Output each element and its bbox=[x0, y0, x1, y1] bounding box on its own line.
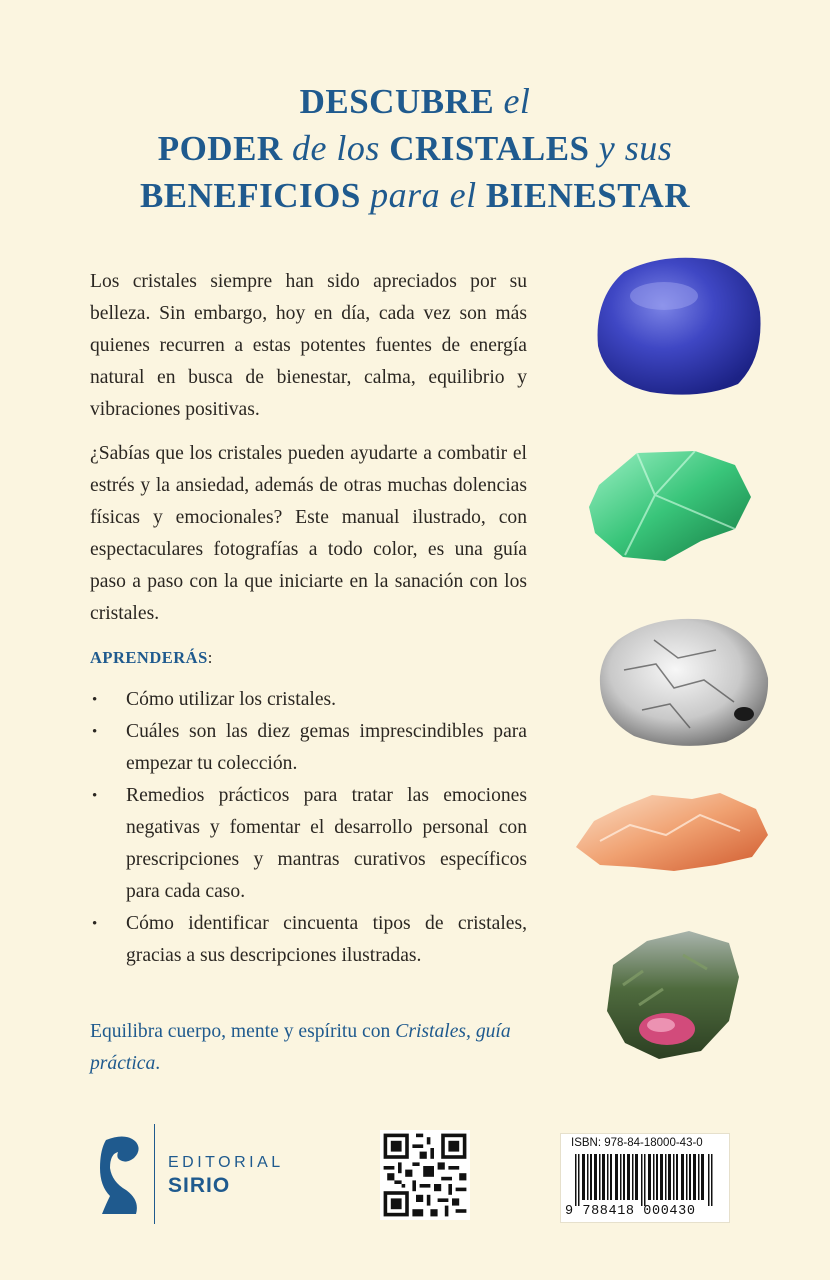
intro-paragraph-2: ¿Sabías que los cristales pueden ayudarte a combatir el estrés y la ansiedad, además de otras muchas dolencias físicas y emocionales? Este manual ilustrado, con espectaculares fotografías a todo color, es una guía paso a paso con la que iniciarte en la sanación con los cristales. bbox=[90, 443, 527, 624]
headline-word: para el bbox=[370, 175, 477, 215]
back-cover-headline bbox=[60, 78, 770, 219]
blurb-column bbox=[90, 266, 527, 1080]
intro-paragraph-1: Los cristales siempre han sido apreciados por su belleza. Sin embargo, hoy en día, cada vez son más quienes recurren a estas potentes fuentes de energía natural en busca de bienestar, calma, equilibrio y vibraciones positivas. bbox=[90, 271, 527, 420]
isbn-barcode bbox=[560, 1133, 730, 1223]
headline-word: de los bbox=[291, 128, 380, 168]
barcode-bars bbox=[575, 1154, 717, 1206]
list-item: • Cómo identificar cincuenta tipos de cristales, gracias a sus descripciones ilustradas. bbox=[90, 908, 527, 972]
publisher-name-line2: SIRIO bbox=[168, 1174, 231, 1197]
tourmaline-stone-image bbox=[603, 925, 743, 1065]
swan-logo-icon bbox=[96, 1134, 144, 1218]
green-stone-image bbox=[585, 445, 755, 565]
list-item: • Cuáles son las diez gemas imprescindibles para empezar tu colección. bbox=[90, 716, 527, 780]
isbn-digits: 9 788418 000430 bbox=[565, 1204, 696, 1219]
list-item: • Cómo utilizar los cristales. bbox=[90, 684, 527, 716]
headline-word: BENEFICIOS bbox=[139, 176, 361, 215]
learn-heading bbox=[90, 642, 527, 674]
learn-heading-colon: : bbox=[207, 648, 213, 667]
howlite-stone-image bbox=[594, 610, 774, 750]
headline-word: y sus bbox=[598, 128, 673, 168]
qr-code bbox=[380, 1130, 470, 1220]
headline-word: BIENESTAR bbox=[485, 176, 691, 215]
headline-word: PODER bbox=[157, 129, 283, 168]
closing-title: Cristales, guía práctica bbox=[90, 1021, 511, 1074]
learn-list bbox=[90, 684, 527, 972]
headline-word: el bbox=[503, 81, 531, 121]
orange-stone-image bbox=[570, 785, 770, 875]
headline-word: CRISTALES bbox=[389, 129, 590, 168]
closing-line bbox=[90, 1016, 527, 1080]
publisher-name-line1: EDITORIAL bbox=[168, 1154, 284, 1171]
learn-heading-text: APRENDERÁS bbox=[90, 648, 208, 667]
publisher-logo bbox=[96, 1124, 306, 1224]
headline-word: DESCUBRE bbox=[299, 82, 495, 121]
blue-stone-image bbox=[592, 250, 767, 400]
closing-text: Equilibra cuerpo, mente y espíritu con bbox=[90, 1021, 396, 1042]
isbn-label: ISBN: 978-84-18000-43-0 bbox=[571, 1137, 703, 1149]
closing-period: . bbox=[155, 1053, 161, 1074]
list-item: • Remedios prácticos para tratar las emociones negativas y fomentar el desarrollo personal con prescripciones y mantras curativos específicos para cada caso. bbox=[90, 780, 527, 908]
logo-divider bbox=[154, 1124, 155, 1224]
